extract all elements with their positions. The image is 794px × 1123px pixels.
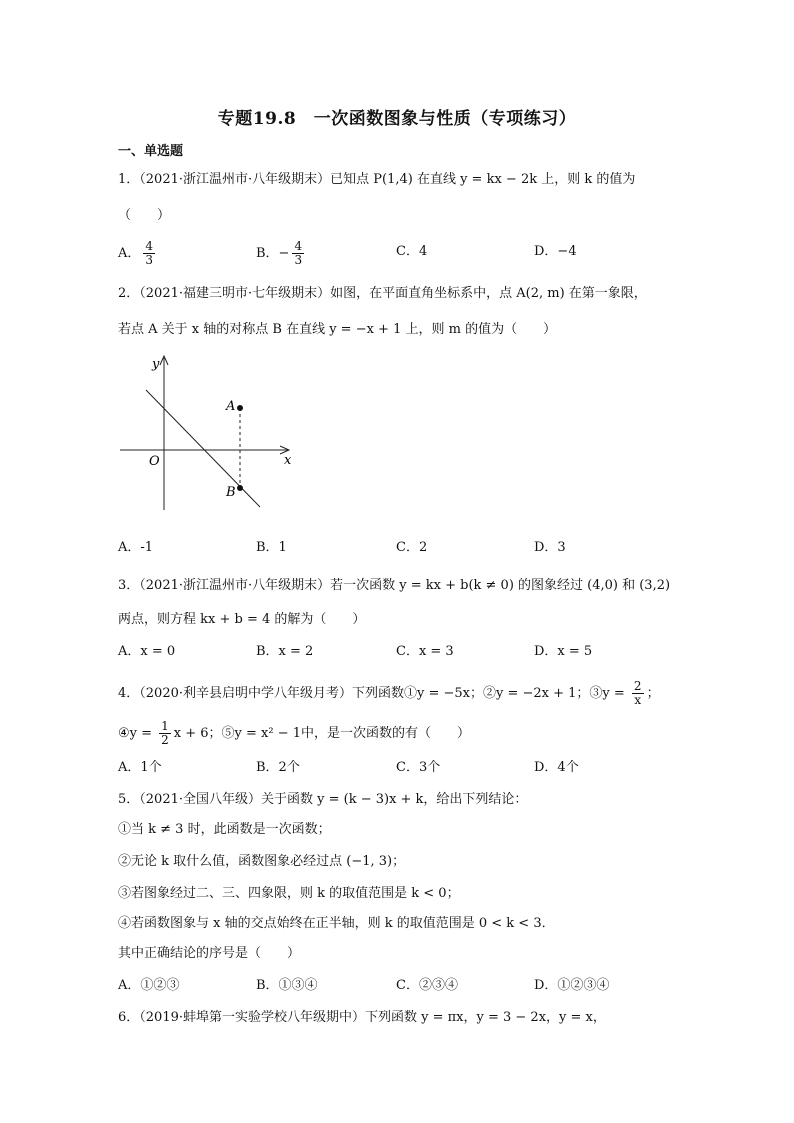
- point-b-dot: [237, 485, 243, 491]
- q5-option-b[interactable]: B．①③④: [256, 978, 318, 993]
- q1-option-a-label: A．: [118, 246, 141, 261]
- q1-option-a[interactable]: [118, 240, 158, 267]
- q1-stem: 1．（2021·浙江温州市·八年级期末）已知点 P(1,4) 在直线 y = kx − 2k 上，则 k 的值为: [118, 172, 636, 187]
- fraction-numerator: 2: [633, 679, 642, 693]
- q3-stem-line1: 3．（2021·浙江温州市·八年级期末）若一次函数 y = kx + b(k ≠ 0) 的图象经过 (4,0) 和 (3,2): [118, 578, 671, 593]
- q1-option-d[interactable]: D．−4: [534, 244, 577, 259]
- fraction-numerator: 4: [294, 239, 303, 253]
- y-axis-label: y: [152, 357, 160, 372]
- coordinate-graph: [116, 350, 296, 515]
- q5-option-a[interactable]: A．①②③: [118, 978, 180, 993]
- q4-stem-line1: [118, 680, 660, 707]
- q5-statement-4: ④若函数图象与 x 轴的交点始终在正半轴，则 k 的取值范围是 0 < k < 3．: [118, 916, 555, 931]
- q3-stem-line2: 两点，则方程 kx + b = 4 的解为（ ）: [118, 612, 366, 627]
- q4-stem-line2-head: ④y =: [118, 726, 157, 741]
- fraction-denominator: x: [634, 693, 642, 707]
- fraction-denominator: 3: [294, 253, 303, 267]
- q1-option-c[interactable]: C．4: [396, 244, 428, 259]
- q1-option-a-fraction: [143, 240, 155, 267]
- q3-option-d[interactable]: D．x = 5: [534, 644, 593, 659]
- point-a-dot: [237, 405, 243, 411]
- q4-stem-line2-tail: x + 6；⑤y = x² − 1中，是一次函数的有（ ）: [173, 726, 471, 741]
- q5-statement-3: ③若图象经过二、三、四象限，则 k 的取值范围是 k < 0；: [118, 886, 460, 901]
- q2-option-b[interactable]: B．1: [256, 540, 287, 555]
- q3-option-a[interactable]: A．x = 0: [118, 644, 176, 659]
- point-b-label: B: [226, 485, 236, 500]
- q5-question: 其中正确结论的序号是（ ）: [118, 946, 301, 961]
- q1-option-b[interactable]: [256, 240, 307, 267]
- q3-option-c[interactable]: C．x = 3: [396, 644, 454, 659]
- q2-option-d[interactable]: D．3: [534, 540, 566, 555]
- q4-option-b[interactable]: B．2个: [256, 760, 300, 775]
- q1-answer-paren: （ ）: [118, 208, 171, 223]
- q2-option-c[interactable]: C．2: [396, 540, 428, 555]
- fraction-denominator: 3: [145, 253, 154, 267]
- q2-stem-line2: 若点 A 关于 x 轴的对称点 B 在直线 y = −x + 1 上，则 m 的值为（ ）: [118, 322, 557, 337]
- x-axis-label: x: [284, 453, 292, 468]
- fraction-numerator: 4: [145, 239, 154, 253]
- fraction-numerator: 1: [161, 719, 169, 733]
- section-heading: 一、单选题: [118, 144, 184, 159]
- q4-option-a[interactable]: A．1个: [118, 760, 162, 775]
- q2-stem-line1: 2．（2021·福建三明市·七年级期末）如图，在平面直角坐标系中，点 A(2, m) 在第一象限，: [118, 286, 647, 301]
- q4-stem-line1-text: 4．（2020·利辛县启明中学八年级月考）下列函数①y = −5x；②y = −2x + 1；③y =: [118, 686, 629, 701]
- origin-label: O: [149, 454, 160, 469]
- fraction-denominator: 2: [161, 733, 169, 747]
- q2-option-a[interactable]: A．-1: [118, 540, 154, 555]
- q5-statement-2: ②无论 k 取什么值，函数图象必经过点 (−1, 3)；: [118, 854, 406, 869]
- q3-option-b[interactable]: B．x = 2: [256, 644, 314, 659]
- q1-option-b-label: B．−: [256, 246, 290, 261]
- page-title: 专题19.8 一次函数图象与性质（专项练习）: [217, 109, 577, 129]
- q4-fraction-1-over-2: [159, 720, 171, 747]
- q4-option-c[interactable]: C．3个: [396, 760, 441, 775]
- q5-statement-1: ①当 k ≠ 3 时，此函数是一次函数；: [118, 822, 331, 837]
- q4-fraction-2-over-x: [632, 680, 644, 707]
- q5-stem: 5．（2021·全国八年级）关于函数 y = (k − 3)x + k，给出下列结论：: [118, 792, 528, 807]
- q1-option-b-fraction: [292, 240, 304, 267]
- q4-stem-line1-tail: ；: [646, 686, 660, 701]
- q4-option-d[interactable]: D．4个: [534, 760, 579, 775]
- point-a-label: A: [226, 399, 236, 414]
- q4-stem-line2: [118, 720, 470, 747]
- q5-option-c[interactable]: C．②③④: [396, 978, 458, 993]
- q6-stem: 6．（2019·蚌埠第一实验学校八年级期中）下列函数 y = πx，y = 3 − 2x，y = x，: [118, 1010, 606, 1025]
- q5-option-d[interactable]: D．①②③④: [534, 978, 610, 993]
